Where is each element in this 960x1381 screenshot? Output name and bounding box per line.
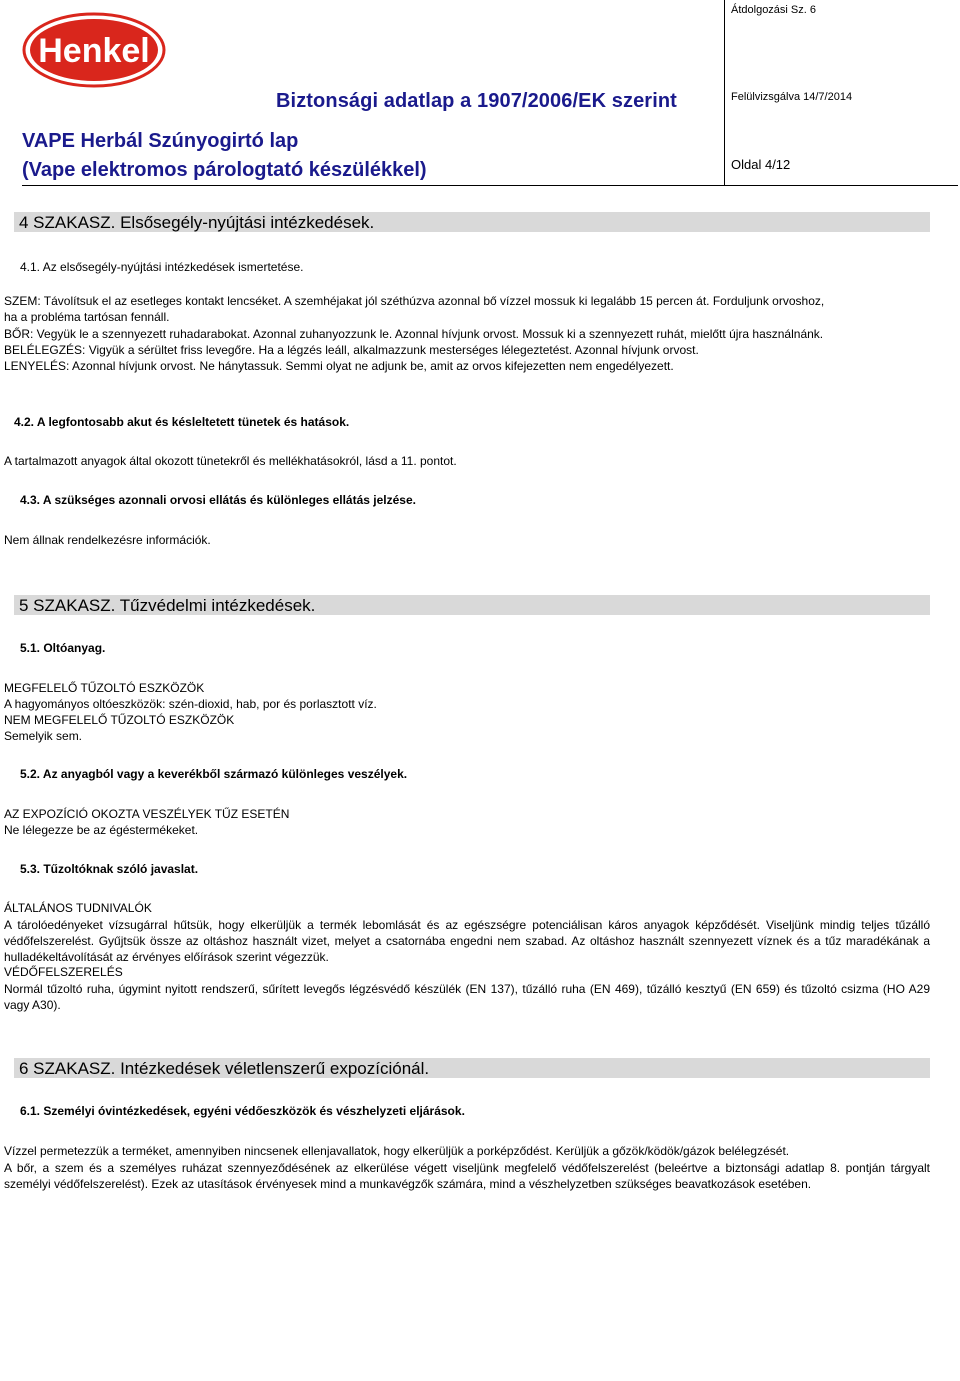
fire-hazard-heading: AZ EXPOZÍCIÓ OKOZTA VESZÉLYEK TŰZ ESETÉN (4, 807, 290, 821)
section-6-1-text-2: A bőr, a szem és a személyes ruházat szennyeződésének az elkerülése végett viseljünk megfelelő védőfelszerelést (beleértve a biztonsági adatlap 8. pontján tárgyalt személyi védőfelszerelést). Ezek az utasítások érvényesek mind a munkavégzők számára, mind a vészhelyzetben szükséges beavatkozások esetében. (4, 1161, 930, 1191)
section-5-1-title: 5.1. Oltóanyag. (20, 641, 106, 655)
section-6-1-title: 6.1. Személyi óvintézkedések, egyéni védőeszközök és vészhelyzeti eljárások. (20, 1104, 465, 1118)
section-6-heading-bar (14, 1058, 930, 1078)
page-number: Oldal 4/12 (731, 157, 791, 172)
henkel-logo (22, 12, 166, 88)
section-6-1-text-1: Vízzel permetezzük a terméket, amennyiben nincsenek ellenjavallatok, hogy elkerüljük a porképződést. Kerüljük a gőzök/ködök/gázok belélegzését. (4, 1144, 790, 1158)
section-4-2-text: A tartalmazott anyagok által okozott tünetekről és mellékhatásokról, lásd a 11. pontot. (4, 454, 457, 468)
first-aid-eye-line2: ha a probléma tartósan fennáll. (4, 310, 170, 324)
revision-number: Átdolgozási Sz. 6 (731, 4, 816, 16)
revision-date: Felülvizsgálva 14/7/2014 (731, 91, 853, 103)
section-4-title: 4 SZAKASZ. Elsősegély-nyújtási intézkedések. (19, 213, 375, 232)
section-4-heading-bar (14, 212, 930, 232)
section-6-title: 6 SZAKASZ. Intézkedések véletlenszerű expozíciónál. (19, 1059, 430, 1078)
section-5-3-title: 5.3. Tűzoltóknak szóló javaslat. (20, 862, 199, 876)
section-4-1-title: 4.1. Az elsősegély-nyújtási intézkedések ismertetése. (20, 260, 304, 274)
henkel-logo-icon (22, 12, 166, 88)
section-5-2-title: 5.2. Az anyagból vagy a keverékből származó különleges veszélyek. (20, 767, 408, 781)
first-aid-eye-line1: SZEM: Távolítsuk el az esetleges kontakt lencséket. A szemhéjakat jól széthúzva azonnal bő vízzel mossuk ki legalább 15 percen át. Forduljunk orvoshoz, (4, 294, 825, 308)
first-aid-skin: BŐR: Vegyük le a szennyezett ruhadarabokat. Azonnal zuhanyozzunk le. Azonnal hívjunk orvost. Mossuk ki a szennyezett ruhát, mielőtt újra használnánk. (4, 327, 824, 341)
header-divider-horizontal (22, 185, 958, 186)
suitable-media-heading: MEGFELELŐ TŰZOLTÓ ESZKÖZÖK (4, 681, 205, 695)
first-aid-breathing: BELÉLEGZÉS: Vigyük a sérültet friss levegőre. Ha a légzés leáll, alkalmazzunk mesterséges lélegeztetést. Azonnal hívjunk orvost. (4, 343, 699, 357)
fire-hazard-text: Ne lélegezze be az égéstermékeket. (4, 823, 199, 837)
protective-equipment-text: Normál tűzoltó ruha, úgymint nyitott rendszerű, sűrített levegős légzésvédő készülék (EN 137), tűzálló ruha (EN 469), tűzálló kesztyű (EN 659) és tűzoltó csizma (HO A29 vagy A30). (4, 982, 930, 1012)
section-5-title: 5 SZAKASZ. Tűzvédelmi intézkedések. (19, 596, 316, 615)
header-divider-vertical (724, 0, 725, 186)
svg-text:Henkel: Henkel (38, 32, 150, 70)
section-4-3-title: 4.3. A szükséges azonnali orvosi ellátás és különleges ellátás jelzése. (20, 493, 416, 507)
protective-equipment-heading: VÉDŐFELSZERELÉS (4, 965, 123, 979)
product-subtitle: (Vape elektromos párologtató készülékkel) (22, 159, 427, 181)
document-title: Biztonsági adatlap a 1907/2006/EK szerint (276, 90, 677, 112)
unsuitable-media-text: Semelyik sem. (4, 729, 83, 743)
section-5-heading-bar (14, 595, 930, 615)
section-4-2-title: 4.2. A legfontosabb akut és késleltetett tünetek és hatások. (14, 415, 350, 429)
first-aid-swallowing: LENYELÉS: Azonnal hívjunk orvost. Ne hánytassuk. Semmi olyat ne adjunk be, amit az orvos kifejezetten nem engedélyezett. (4, 359, 674, 373)
general-info-text: A tárolóedényeket vízsugárral hűtsük, hogy elkerüljük a termék lebomlását és az egészségre potenciálisan káros anyagok képződését. Viseljünk mindig teljes tűzálló védőfelszerelést. Gyűjtsük össze az oltáshoz használt vizet, melyet a csatornába engedni nem szabad. Az oltáshoz használt szennyezett víznek és a tűz maradékának a hulladékeltávolítását az érvényes előírások szerint végezzük. (4, 918, 930, 964)
product-name: VAPE Herbál Szúnyogirtó lap (22, 130, 299, 152)
section-4-3-text: Nem állnak rendelkezésre információk. (4, 533, 211, 547)
unsuitable-media-heading: NEM MEGFELELŐ TŰZOLTÓ ESZKÖZÖK (4, 713, 235, 727)
general-info-heading: ÁLTALÁNOS TUDNIVALÓK (4, 901, 152, 915)
suitable-media-text: A hagyományos oltóeszközök: szén-dioxid, hab, por és porlasztott víz. (4, 697, 377, 711)
